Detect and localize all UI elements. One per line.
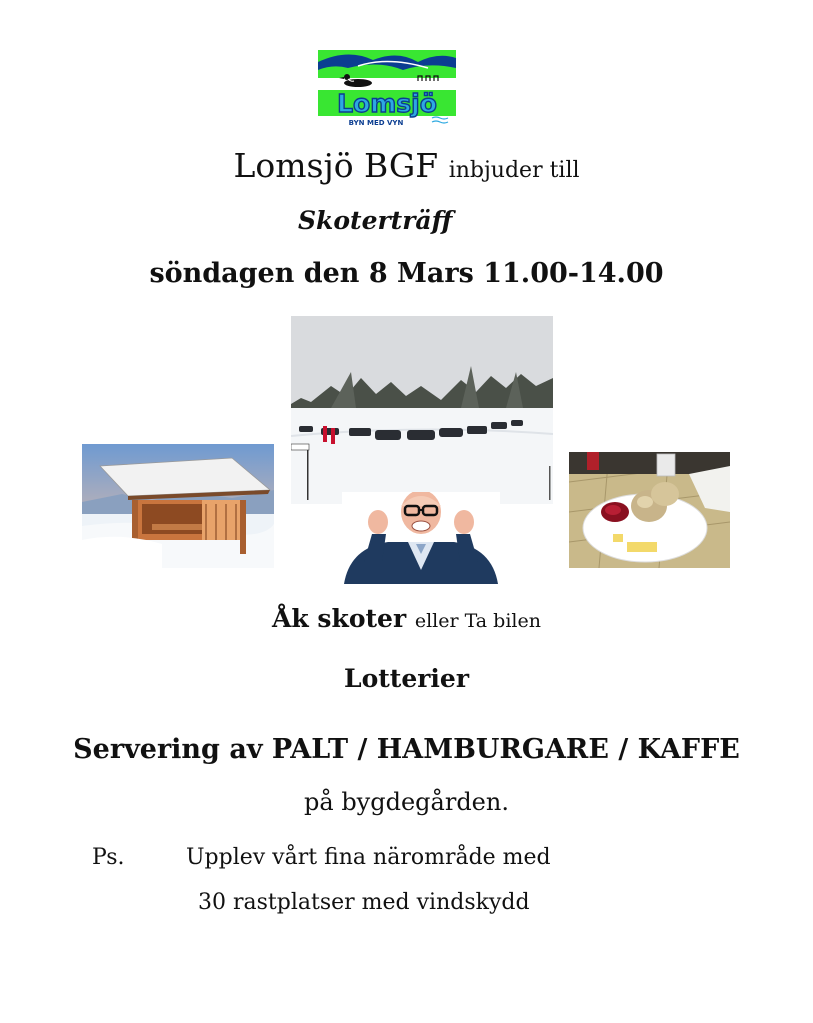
invitation-line bbox=[0, 146, 813, 185]
transport-rest: eller Ta bilen bbox=[414, 610, 541, 632]
transport-line bbox=[0, 604, 813, 633]
lottery-text: Lotterier bbox=[344, 664, 469, 693]
event-date: söndagen den 8 Mars 11.00-14.00 bbox=[149, 258, 664, 289]
logo-wordmark: Lomsjö bbox=[337, 89, 437, 118]
venue-text: på bygdegården. bbox=[304, 788, 509, 816]
logo-tagline: BYN MED VYN bbox=[348, 119, 404, 127]
organizer-name: Lomsjö BGF bbox=[233, 146, 439, 185]
excited-man-photo bbox=[342, 492, 500, 584]
invites-text: inbjuder till bbox=[448, 158, 580, 183]
snowmobile-photo bbox=[291, 316, 553, 504]
ps-line-2: 30 rastplatser med vindskydd bbox=[198, 890, 530, 915]
ps-line-1: Upplev vårt fina närområde med bbox=[186, 845, 551, 870]
wind-shelter-photo bbox=[82, 444, 274, 568]
event-name: Skoterträff bbox=[298, 206, 453, 235]
ps-label: Ps. bbox=[92, 845, 125, 870]
lomsjo-logo bbox=[318, 46, 456, 128]
transport-bold: Åk skoter bbox=[272, 604, 407, 633]
palt-plate-photo bbox=[569, 452, 730, 568]
serving-text: Servering av PALT / HAMBURGARE / KAFFE bbox=[73, 734, 740, 765]
